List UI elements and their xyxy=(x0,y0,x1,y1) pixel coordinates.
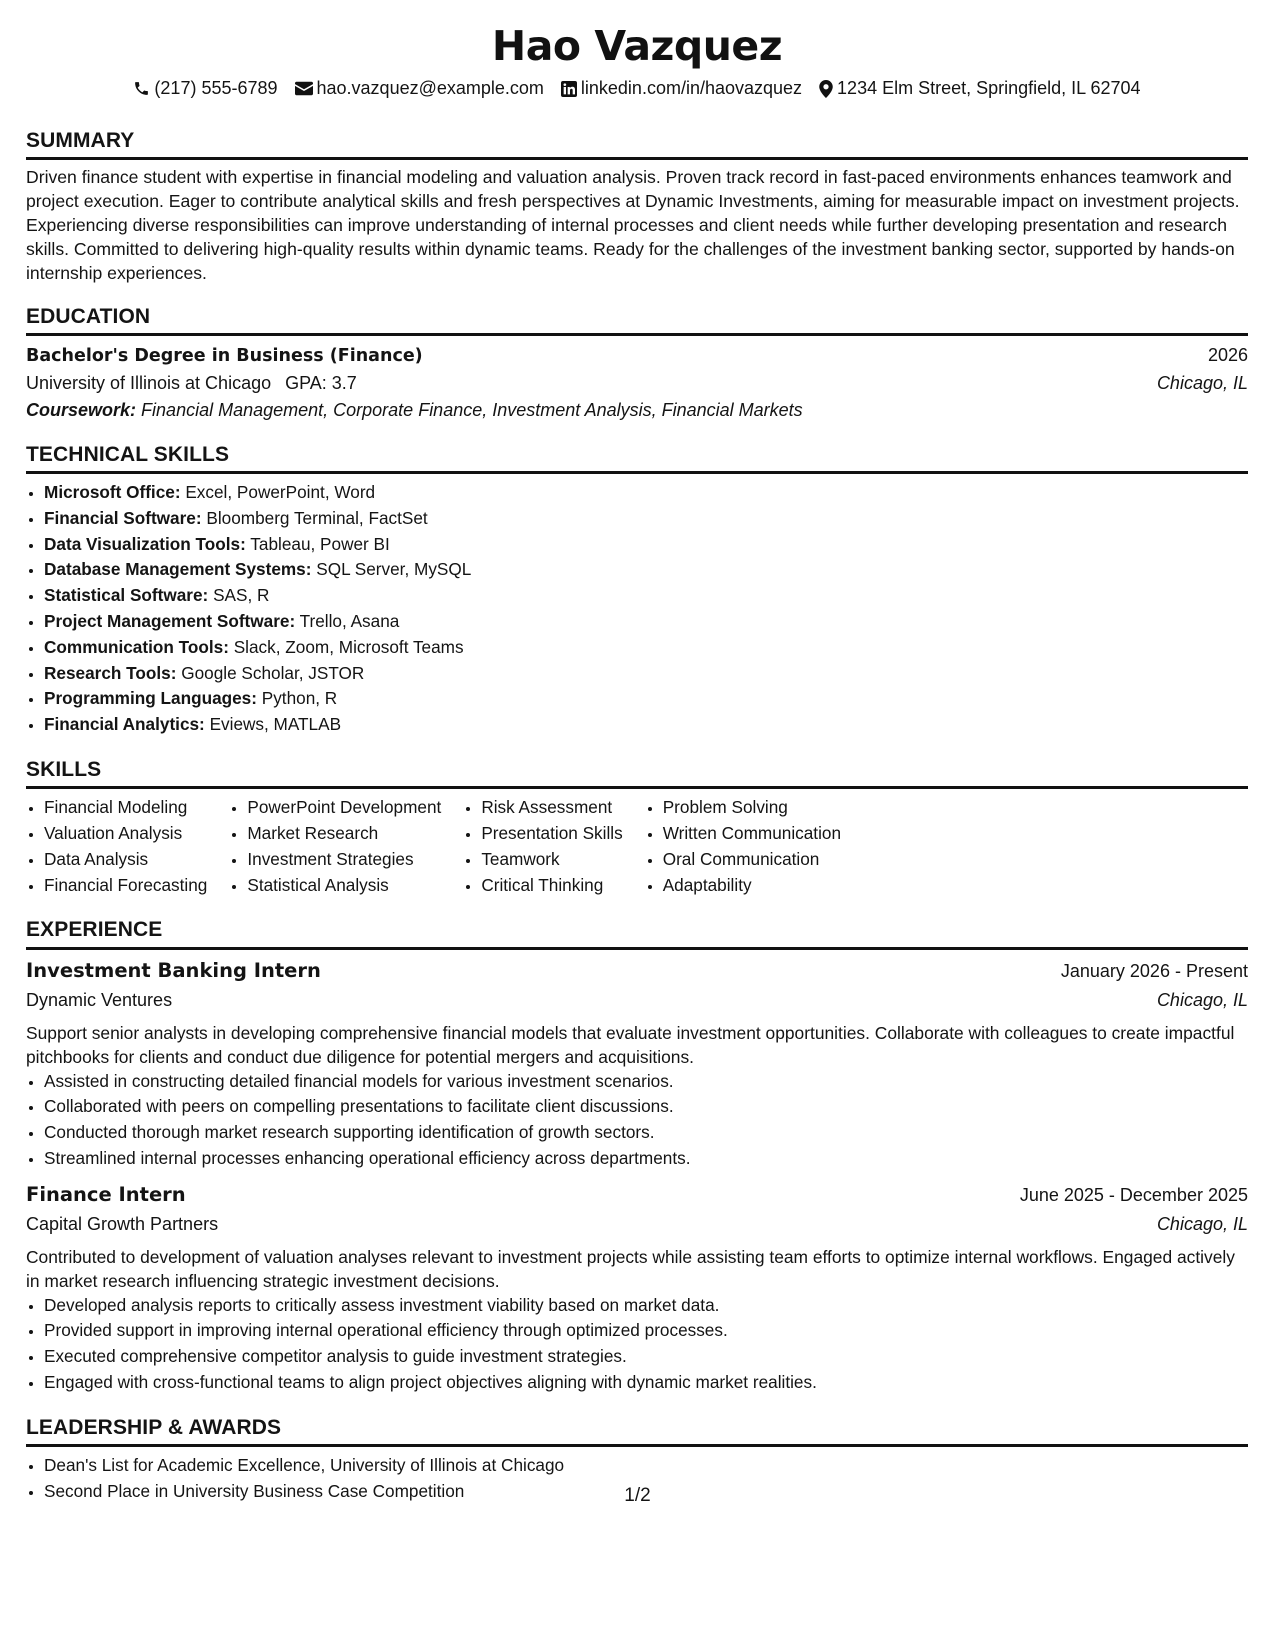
technical-skills-list xyxy=(26,480,1248,738)
list-item: • Risk Assessment xyxy=(481,795,622,821)
job-dates: June 2025 - December 2025 xyxy=(1019,1184,1248,1205)
skills-column xyxy=(645,795,841,898)
job-bullets xyxy=(26,1069,1248,1172)
skill-category: Project Management Software: xyxy=(44,610,296,631)
job-entry xyxy=(26,1182,1248,1396)
list-item: • Collaborated with peers on compelling presentations to facilitate client discussions. xyxy=(44,1094,1248,1120)
skill-category: Statistical Software: xyxy=(44,585,209,606)
skill-category: Microsoft Office: xyxy=(44,482,181,502)
list-item xyxy=(44,583,1248,609)
list-item: • Written Communication xyxy=(663,821,841,847)
coursework-label: Coursework: xyxy=(26,400,137,421)
skills-column xyxy=(463,795,622,898)
school-info xyxy=(26,372,357,395)
list-item xyxy=(44,506,1248,532)
list-item: • Dean's List for Academic Excellence, University of Illinois at Chicago xyxy=(44,1453,1248,1479)
job-company-row xyxy=(26,989,1248,1012)
job-bullets xyxy=(26,1293,1248,1396)
list-item: • Critical Thinking xyxy=(481,873,622,899)
list-item xyxy=(44,686,1248,712)
skills-grid xyxy=(26,795,1248,898)
technical-skills-section xyxy=(26,441,1248,738)
summary-text: Driven finance student with expertise in financial modeling and valuation analysis. Proven track record in fast-paced environments enhances teamwork and project execution. Eager to contribute analytical skills and fresh perspectives at Dynamic Investments, aiming for measurable impact on investment projects. Experiencing diverse responsibilities can improve understanding of internal processes and client needs while further developing presentation and research skills. Committed to delivering high-quality results within dynamic teams. Ready for the challenges of the investment banking sector, supported by hands-on internship experiences. xyxy=(26,166,1240,283)
contact-address xyxy=(819,77,1141,100)
skill-category: Financial Software: xyxy=(44,507,202,528)
skill-category: Programming Languages: xyxy=(44,688,257,709)
education-school-row xyxy=(26,372,1248,395)
phone-icon xyxy=(133,80,150,97)
list-item: • Streamlined internal processes enhancing operational efficiency across departments. xyxy=(44,1146,1248,1172)
section-title-leadership: LEADERSHIP & AWARDS xyxy=(26,1414,1248,1447)
list-item: • Statistical Analysis xyxy=(247,873,441,899)
list-item: • Teamwork xyxy=(481,847,622,873)
education-header-row xyxy=(26,344,1248,368)
address-text: 1234 Elm Street, Springfield, IL 62704 xyxy=(837,78,1141,99)
school-name: University of Illinois at Chicago xyxy=(26,372,272,393)
email-link[interactable]: hao.vazquez@example.com xyxy=(316,78,544,99)
list-item: • Valuation Analysis xyxy=(44,821,207,847)
list-item xyxy=(44,557,1248,583)
job-description: Support senior analysts in developing comprehensive financial models that evaluate investment opportunities. Collaborate with colleagues to create impactful pitchbooks for clients and conduct due diligence for potential mergers and acquisitions. xyxy=(26,1022,1235,1067)
list-item: • Conducted thorough market research supporting identification of growth sectors. xyxy=(44,1120,1248,1146)
section-title-technical-skills: TECHNICAL SKILLS xyxy=(26,441,1248,474)
contact-linkedin[interactable] xyxy=(561,77,802,100)
envelope-icon xyxy=(295,81,313,96)
section-title-skills: SKILLS xyxy=(26,756,1248,789)
map-pin-icon xyxy=(819,80,833,98)
skill-values: Tableau, Power BI xyxy=(250,533,390,554)
phone-text: (217) 555-6789 xyxy=(154,78,278,99)
list-item: • Presentation Skills xyxy=(481,821,622,847)
job-title: Finance Intern xyxy=(26,1182,186,1206)
list-item: • Problem Solving xyxy=(663,795,841,821)
skill-values: Trello, Asana xyxy=(299,610,400,631)
summary-section xyxy=(26,127,1248,285)
coursework-line xyxy=(26,399,1248,422)
page-number: 1/2 xyxy=(624,1485,651,1506)
skill-category: Communication Tools: xyxy=(44,636,229,657)
graduation-date: 2026 xyxy=(1207,345,1248,366)
job-location: Chicago, IL xyxy=(1156,990,1248,1011)
linkedin-link[interactable]: linkedin.com/in/haovazquez xyxy=(580,78,803,99)
list-item: • Executed comprehensive competitor analysis to guide investment strategies. xyxy=(44,1344,1248,1370)
list-item: • Financial Forecasting xyxy=(44,873,207,899)
list-item: • Market Research xyxy=(247,821,441,847)
skill-values: SAS, R xyxy=(213,585,270,606)
job-description: Contributed to development of valuation analyses relevant to investment projects while assisting team efforts to optimize internal workflows. Engaged actively in market research influencing strategic investment decisions. xyxy=(26,1246,1235,1291)
list-item: • Second Place in University Business Case Competition xyxy=(44,1479,1248,1505)
job-title: Investment Banking Intern xyxy=(26,958,321,982)
job-location: Chicago, IL xyxy=(1156,1214,1248,1235)
list-item: • Financial Modeling xyxy=(44,795,207,821)
skills-column xyxy=(26,795,207,898)
list-item: • Adaptability xyxy=(663,873,841,899)
skill-values: Excel, PowerPoint, Word xyxy=(185,482,376,502)
skills-section xyxy=(26,756,1248,898)
list-item xyxy=(44,609,1248,635)
list-item: • Assisted in constructing detailed financial models for various investment scenarios. xyxy=(44,1069,1248,1095)
section-title-education: EDUCATION xyxy=(26,303,1248,336)
list-item xyxy=(44,532,1248,558)
job-header-row xyxy=(26,958,1248,983)
contact-bar xyxy=(26,77,1248,100)
skill-category: Database Management Systems: xyxy=(44,559,312,580)
job-header-row xyxy=(26,1182,1248,1207)
skills-column xyxy=(229,795,441,898)
job-entry xyxy=(26,958,1248,1172)
education-section xyxy=(26,303,1248,423)
list-item: • Oral Communication xyxy=(663,847,841,873)
skill-values: Slack, Zoom, Microsoft Teams xyxy=(233,636,464,657)
list-item: • Investment Strategies xyxy=(247,847,441,873)
coursework-list: Financial Management, Corporate Finance, Investment Analysis, Financial Markets xyxy=(141,400,803,421)
section-title-summary: SUMMARY xyxy=(26,127,1248,160)
company-name: Dynamic Ventures xyxy=(26,990,173,1011)
skill-values: Python, R xyxy=(261,688,338,709)
contact-email[interactable] xyxy=(295,77,544,100)
experience-section xyxy=(26,916,1248,1395)
candidate-name: Hao Vazquez xyxy=(491,22,783,70)
contact-phone xyxy=(133,77,277,100)
skill-values: Eviews, MATLAB xyxy=(209,714,342,735)
list-item: • Developed analysis reports to critically assess investment viability based on market data. xyxy=(44,1293,1248,1319)
skill-category: Research Tools: xyxy=(44,662,177,683)
skill-category: Financial Analytics: xyxy=(44,714,205,735)
section-title-experience: EXPERIENCE xyxy=(26,916,1248,949)
list-item: • PowerPoint Development xyxy=(247,795,441,821)
skill-values: SQL Server, MySQL xyxy=(316,559,472,580)
list-item: • Engaged with cross-functional teams to align project objectives aligning with dynamic market realities. xyxy=(44,1370,1248,1396)
list-item: • Data Analysis xyxy=(44,847,207,873)
gpa: GPA: 3.7 xyxy=(285,372,357,393)
degree-name: Bachelor's Degree in Business (Finance) xyxy=(26,346,423,367)
job-company-row xyxy=(26,1213,1248,1236)
company-name: Capital Growth Partners xyxy=(26,1214,219,1235)
school-location: Chicago, IL xyxy=(1156,372,1248,393)
list-item xyxy=(44,635,1248,661)
list-item xyxy=(44,712,1248,738)
linkedin-icon xyxy=(561,81,577,97)
skill-values: Bloomberg Terminal, FactSet xyxy=(206,507,428,528)
skill-category: Data Visualization Tools: xyxy=(44,533,246,554)
skill-values: Google Scholar, JSTOR xyxy=(181,662,365,683)
list-item xyxy=(44,480,1248,506)
list-item xyxy=(44,661,1248,687)
list-item: • Provided support in improving internal operational efficiency through optimized processes. xyxy=(44,1318,1248,1344)
job-dates: January 2026 - Present xyxy=(1060,960,1248,981)
